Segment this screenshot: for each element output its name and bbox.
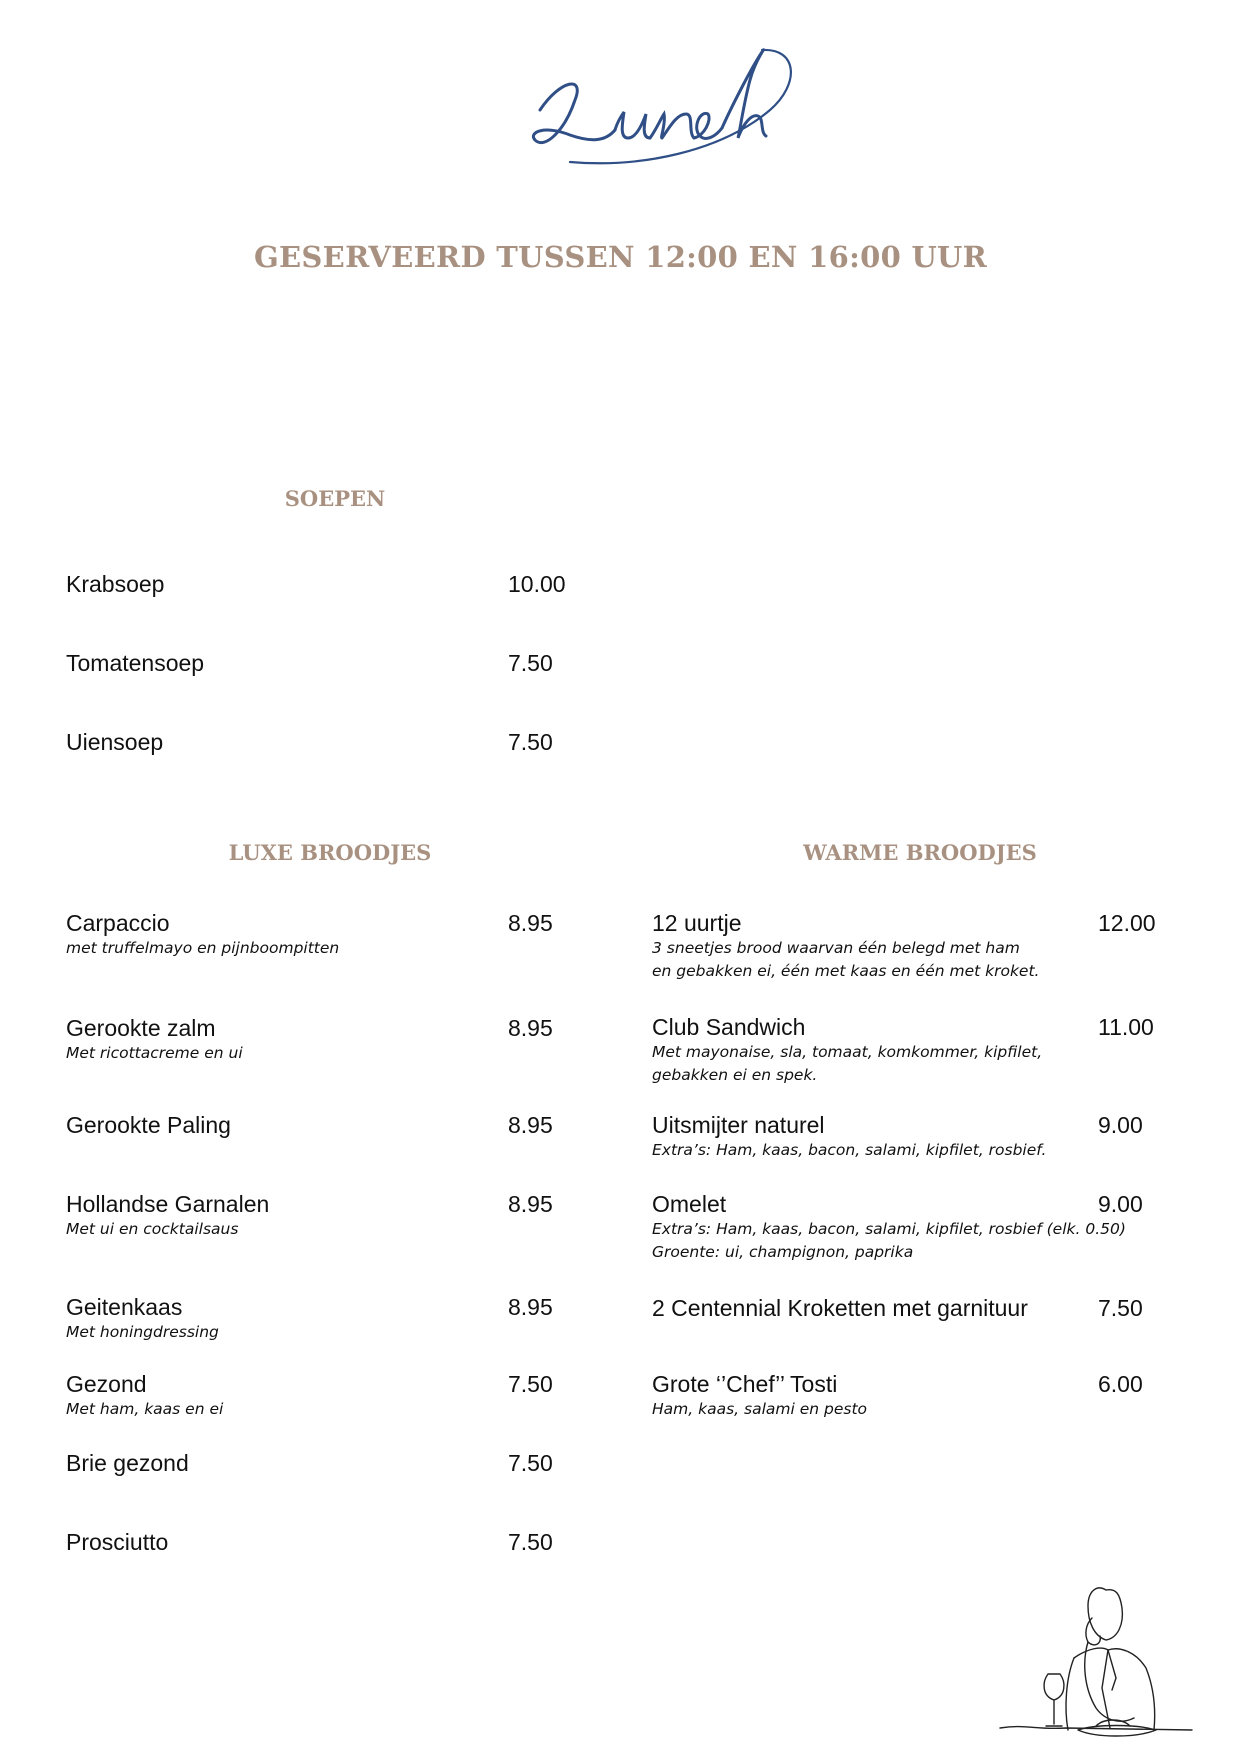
item-description: Extra’s: Ham, kaas, bacon, salami, kipfilet, rosbief (elk. 0.50): [652, 1220, 1126, 1238]
item-price: 7.50: [508, 1529, 553, 1555]
item-price: 6.00: [1098, 1371, 1143, 1397]
item-price: 8.95: [508, 910, 553, 936]
item-name: Grote ‘’Chef’’ Tosti: [652, 1371, 838, 1397]
item-price: 8.95: [508, 1015, 553, 1041]
menu-item: [66, 909, 586, 960]
menu-item: [66, 649, 586, 677]
item-name: Brie gezond: [66, 1450, 189, 1476]
menu-item: [66, 1014, 586, 1065]
menu-item: [66, 728, 586, 756]
item-name: Prosciutto: [66, 1529, 169, 1555]
item-price: 10.00: [508, 571, 566, 597]
item-price: 9.00: [1098, 1112, 1143, 1138]
item-name: Club Sandwich: [652, 1014, 806, 1040]
item-price: 8.95: [508, 1191, 553, 1217]
item-name: Uiensoep: [66, 729, 164, 755]
menu-item: [66, 1111, 586, 1139]
item-description: Groente: ui, champignon, paprika: [652, 1243, 914, 1261]
menu-item: [66, 1370, 586, 1421]
menu-item: [66, 1293, 586, 1344]
item-description: Met ricottacreme en ui: [66, 1044, 243, 1062]
item-price: 7.50: [508, 729, 553, 755]
item-name: Tomatensoep: [66, 650, 205, 676]
item-name: Omelet: [652, 1191, 727, 1217]
item-name: Gerookte zalm: [66, 1015, 216, 1041]
item-description: Met ui en cocktailsaus: [66, 1220, 239, 1238]
item-description: Extra’s: Ham, kaas, bacon, salami, kipfilet, rosbief.: [652, 1141, 1047, 1159]
item-price: 7.50: [508, 1371, 553, 1397]
item-description: Met mayonaise, sla, tomaat, komkommer, kipfilet,: [652, 1043, 1043, 1061]
item-name: Carpaccio: [66, 910, 170, 936]
soepen-heading: SOEPEN: [284, 486, 386, 511]
menu-item: [652, 1294, 1212, 1322]
menu-item: [652, 1370, 1212, 1421]
menu-item: [652, 909, 1212, 983]
warme-broodjes-heading: WARME BROODJES: [803, 840, 1037, 865]
item-price: 7.50: [508, 650, 553, 676]
item-name: Hollandse Garnalen: [66, 1191, 270, 1217]
item-price: 8.95: [508, 1112, 553, 1138]
diner-illustration: [996, 1578, 1196, 1748]
item-price: 11.00: [1098, 1014, 1154, 1040]
serving-hours-subtitle: GESERVEERD TUSSEN 12:00 EN 16:00 UUR: [253, 240, 988, 274]
item-name: Gerookte Paling: [66, 1112, 231, 1138]
item-name: 12 uurtje: [652, 910, 742, 936]
item-description: met truffelmayo en pijnboompitten: [66, 939, 340, 957]
menu-item: [66, 1528, 586, 1556]
item-name: 2 Centennial Kroketten met garnituur: [652, 1295, 1028, 1321]
luxe-broodjes-heading: LUXE BROODJES: [228, 840, 432, 865]
item-description: gebakken ei en spek.: [652, 1066, 818, 1084]
item-description: 3 sneetjes brood waarvan één belegd met ham: [652, 939, 1020, 957]
menu-item: [652, 1111, 1212, 1162]
lunch-logo: [500, 40, 810, 180]
item-name: Geitenkaas: [66, 1294, 183, 1320]
item-price: 8.95: [508, 1294, 553, 1320]
menu-item: [66, 1449, 586, 1477]
item-description: Met ham, kaas en ei: [66, 1400, 224, 1418]
menu-item: [66, 1190, 586, 1241]
menu-item: [652, 1013, 1212, 1087]
item-name: Gezond: [66, 1371, 147, 1397]
menu-item: [652, 1190, 1212, 1264]
item-price: 7.50: [508, 1450, 553, 1476]
item-description: en gebakken ei, één met kaas en één met kroket.: [652, 962, 1040, 980]
item-price: 12.00: [1098, 910, 1156, 936]
item-name: Krabsoep: [66, 571, 165, 597]
item-description: Ham, kaas, salami en pesto: [652, 1400, 868, 1418]
item-price: 7.50: [1098, 1295, 1143, 1321]
item-price: 9.00: [1098, 1191, 1143, 1217]
item-description: Met honingdressing: [66, 1323, 219, 1341]
item-name: Uitsmijter naturel: [652, 1112, 825, 1138]
menu-item: [66, 570, 586, 598]
